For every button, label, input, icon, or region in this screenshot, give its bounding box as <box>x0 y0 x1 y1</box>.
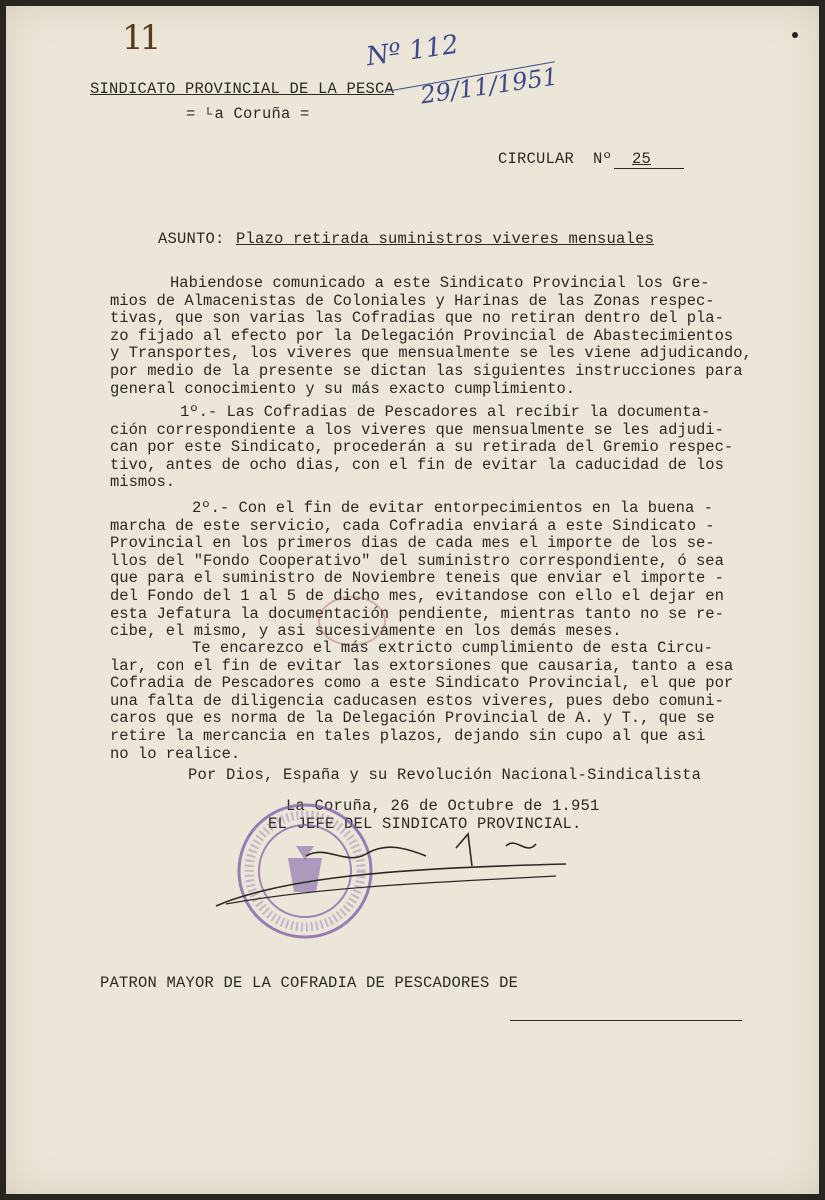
point-2-line: 2º.- Con el fin de evitar entorpecimientos en la buena - <box>192 499 713 517</box>
organization-city: = ᴸa Coruña = <box>186 105 310 123</box>
intro-paragraph <box>110 275 765 398</box>
point-2-line: del Fondo del 1 al 5 de dicho mes, evitandose con ello el dejar en <box>110 586 724 605</box>
recipient-blank <box>510 1020 742 1021</box>
intro-line: por medio de la presente se dictan las siguientes instrucciones para <box>110 361 743 380</box>
organization-name: SINDICATO PROVINCIAL DE LA PESCA <box>90 80 395 98</box>
date-line: La Coruña, 26 de Octubre de 1.951 <box>286 797 600 815</box>
intro-line: y Transportes, los viveres que mensualmente se les viene adjudicando, <box>110 344 752 363</box>
point-2-line: cibe, el mismo, y asi sucesivamente en los demás meses. <box>110 622 622 641</box>
subject-text: Plazo retirada suministros viveres mensuales <box>236 230 655 248</box>
corner-mark: 11 <box>122 18 158 58</box>
point-2-line: llos del "Fondo Cooperativo" del suministro correspondiente, ó sea <box>110 551 724 570</box>
intro-line: zo fijado al efecto por la Delegación Provincial de Abastecimientos <box>110 326 734 345</box>
subject-label: ASUNTO: <box>158 230 225 248</box>
intro-line: Habiendose comunicado a este Sindicato Provincial los Gre- <box>170 274 710 292</box>
document-page <box>6 6 819 1194</box>
handwritten-number: Nº 112 <box>364 29 461 73</box>
point-2-line: Provincial en los primeros dias de cada mes el importe de los se- <box>110 534 715 553</box>
point-2-line: que para el suministro de Noviembre teneis que enviar el importe - <box>110 569 724 588</box>
closing-line: una falta de diligencia caducasen estos viveres, pues debo comuni- <box>110 691 724 710</box>
point-1-line: ción correspondiente a los viveres que mensualmente se les adjudi- <box>110 420 724 439</box>
circular-number-underline <box>614 168 684 169</box>
signature <box>206 826 586 916</box>
closing-line: caros que es norma de la Delegación Provincial de A. y T., que se <box>110 709 715 728</box>
closing-line: lar, con el fin de evitar las extorsiones que causaria, tanto a esa <box>110 656 734 675</box>
signatory: EL JEFE DEL SINDICATO PROVINCIAL. <box>268 815 582 833</box>
point-1-paragraph <box>110 404 765 492</box>
point-2-line: marcha de este servicio, cada Cofradia enviará a este Sindicato - <box>110 516 715 535</box>
point-2-line: esta Jefatura la documentación pendiente, mientras tanto no se re- <box>110 604 724 623</box>
point-2-paragraph <box>110 500 765 641</box>
recipient-line: PATRON MAYOR DE LA COFRADIA DE PESCADORES DE <box>100 974 519 992</box>
closing-line: retire la mercancia en tales plazos, dejando sin cupo al que asi <box>110 726 706 745</box>
salutation: Por Dios, España y su Revolución Nacional-Sindicalista <box>188 766 702 784</box>
intro-line: tivas, que son varias las Cofradias que no retiran dentro del pla- <box>110 309 724 328</box>
point-1-line: tivo, antes de ocho dias, con el fin de evitar la caducidad de los <box>110 455 724 474</box>
handwritten-date: 29/11/1951 <box>418 62 560 110</box>
closing-line: Te encarezco el más extricto cumplimiento de esta Circu- <box>192 639 713 657</box>
intro-line: general conocimiento y su más exacto cumplimiento. <box>110 379 576 398</box>
closing-line: Cofradia de Pescadores como a este Sindicato Provincial, el que por <box>110 674 734 693</box>
point-1-line: can por este Sindicato, procederán a su retirada del Gremio respec- <box>110 438 734 457</box>
circular-number: 25 <box>632 150 652 168</box>
closing-paragraph <box>110 640 765 763</box>
closing-line: no lo realice. <box>110 744 241 763</box>
point-1-line: 1º.- Las Cofradias de Pescadores al recibir la documenta- <box>180 403 711 421</box>
circular-label: CIRCULAR Nº <box>498 150 613 168</box>
intro-line: mios de Almacenistas de Coloniales y Harinas de las Zonas respec- <box>110 291 715 310</box>
point-1-line: mismos. <box>110 473 176 492</box>
punch-hole <box>792 32 798 38</box>
